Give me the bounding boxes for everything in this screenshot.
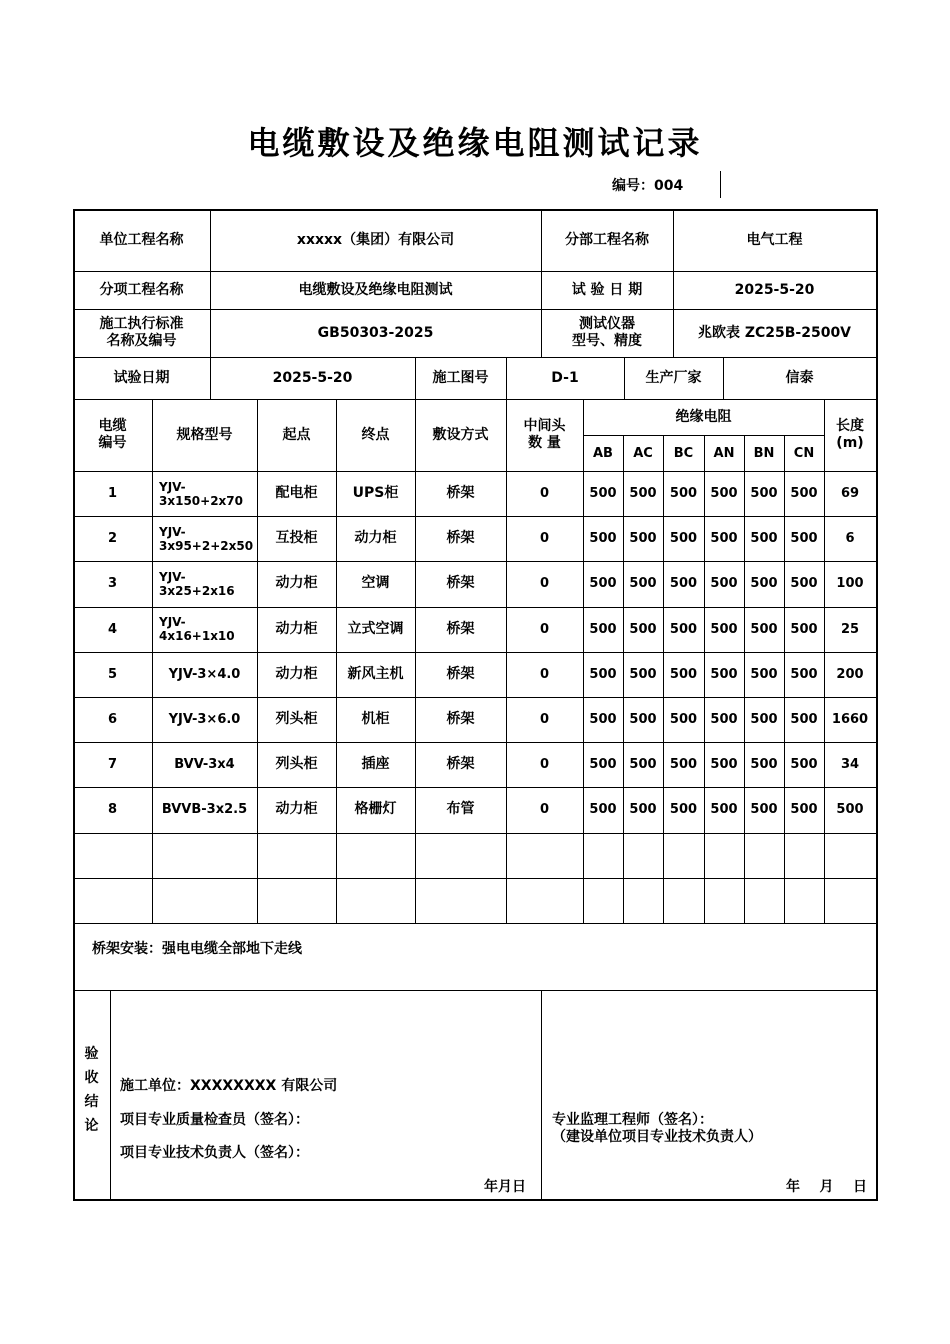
table-cell-no: 3 — [107, 576, 118, 592]
drawing-value: D-1 — [551, 369, 579, 386]
table-cell-resistance: 500 — [589, 802, 617, 818]
column-phase-bc: BC — [673, 445, 694, 461]
column-phase-cn: CN — [793, 445, 815, 461]
table-cell-spec: YJV- 3x95+2+2x50 — [159, 524, 254, 553]
division-value: 电气工程 — [746, 231, 803, 248]
table-cell-laying: 桥架 — [446, 620, 475, 637]
table-cell-resistance: 500 — [750, 757, 778, 773]
column-spec: 规格型号 — [176, 426, 233, 443]
table-cell-start: 互投柜 — [275, 530, 318, 547]
page-title: 电缆敷设及绝缘电阻测试记录 — [247, 124, 703, 162]
table-cell-end: 插座 — [361, 756, 390, 773]
table-cell-laying: 桥架 — [446, 711, 475, 728]
table-cell-joints: 0 — [539, 666, 550, 682]
table-cell-resistance: 500 — [589, 576, 617, 592]
subitem-value: 电缆敷设及绝缘电阻测试 — [298, 281, 453, 298]
maker-value: 信泰 — [785, 369, 814, 386]
table-cell-laying: 桥架 — [446, 485, 475, 502]
table-cell-resistance: 500 — [669, 486, 698, 502]
subitem-label: 分项工程名称 — [99, 281, 184, 298]
table-cell-length: 34 — [840, 757, 860, 773]
grid-line-vertical — [541, 990, 542, 1199]
table-cell-resistance: 500 — [629, 486, 657, 502]
table-cell-no: 6 — [107, 712, 118, 728]
conclusion-label: 验 收 结 论 — [84, 1046, 99, 1134]
date-right: 年 月 日 — [786, 1179, 867, 1195]
instrument-value: 兆欧表 ZC25B-2500V — [697, 324, 852, 341]
table-cell-no: 4 — [107, 621, 118, 637]
table-cell-joints: 0 — [539, 621, 550, 637]
table-cell-laying: 布管 — [446, 801, 475, 818]
grid-line-horizontal — [73, 990, 876, 991]
grid-line-horizontal — [73, 923, 876, 924]
table-cell-no: 5 — [107, 666, 118, 682]
table-cell-length: 6 — [845, 531, 855, 547]
table-cell-start: 动力柜 — [275, 575, 318, 592]
note-text: 桥架安装：强电电缆全部地下走线 — [92, 941, 302, 957]
column-insulation: 绝缘电阻 — [675, 408, 732, 425]
table-cell-no: 8 — [107, 802, 118, 818]
table-cell-spec: YJV-3×4.0 — [168, 666, 241, 682]
table-cell-length: 1660 — [831, 712, 869, 728]
table-cell-joints: 0 — [539, 576, 550, 592]
table-cell-no: 1 — [107, 486, 118, 502]
column-laying: 敷设方式 — [432, 426, 489, 443]
contractor-line: 施工单位：XXXXXXXX 有限公司 — [120, 1078, 338, 1094]
table-cell-resistance: 500 — [790, 486, 818, 502]
table-cell-resistance: 500 — [790, 666, 818, 682]
table-cell-resistance: 500 — [589, 486, 617, 502]
table-cell-start: 动力柜 — [275, 801, 318, 818]
table-cell-laying: 桥架 — [446, 756, 475, 773]
column-end: 终点 — [361, 426, 390, 443]
header-divider — [720, 171, 721, 198]
table-cell-resistance: 500 — [669, 531, 698, 547]
table-cell-length: 200 — [836, 666, 864, 682]
table-cell-start: 动力柜 — [275, 620, 318, 637]
drawing-label: 施工图号 — [432, 369, 489, 386]
column-joints: 中间头 数 量 — [523, 418, 566, 451]
table-cell-resistance: 500 — [790, 531, 818, 547]
instrument-label: 测试仪器 型号、精度 — [572, 316, 642, 349]
table-cell-resistance: 500 — [589, 757, 617, 773]
table-cell-resistance: 500 — [669, 802, 698, 818]
table-cell-laying: 桥架 — [446, 575, 475, 592]
column-phase-ab: AB — [593, 445, 613, 461]
owner-rep-line: （建设单位项目专业技术负责人） — [552, 1129, 762, 1145]
table-cell-resistance: 500 — [750, 802, 778, 818]
column-phase-an: AN — [713, 445, 735, 461]
grid-line-horizontal — [73, 833, 876, 834]
table-cell-resistance: 500 — [629, 802, 657, 818]
table-cell-start: 动力柜 — [275, 665, 318, 682]
table-cell-length: 25 — [840, 621, 860, 637]
test-date2-value: 2025-5-20 — [272, 369, 353, 386]
table-cell-resistance: 500 — [790, 576, 818, 592]
table-cell-resistance: 500 — [669, 576, 698, 592]
table-cell-resistance: 500 — [589, 531, 617, 547]
table-cell-spec: YJV- 3x25+2x16 — [159, 569, 235, 598]
table-cell-end: UPS柜 — [352, 485, 399, 502]
grid-line-horizontal — [73, 878, 876, 879]
table-cell-no: 7 — [107, 757, 118, 773]
table-cell-resistance: 500 — [750, 666, 778, 682]
table-cell-start: 列头柜 — [275, 711, 318, 728]
test-date-value: 2025-5-20 — [734, 281, 815, 298]
table-cell-resistance: 500 — [669, 666, 698, 682]
table-cell-joints: 0 — [539, 712, 550, 728]
table-cell-spec: YJV-3×6.0 — [168, 712, 241, 728]
column-length: 长度 (m) — [836, 418, 864, 451]
table-cell-end: 新风主机 — [347, 665, 404, 682]
unit-project-label: 单位工程名称 — [99, 231, 184, 248]
test-date-label: 试 验 日 期 — [571, 281, 643, 298]
table-cell-resistance: 500 — [750, 486, 778, 502]
table-cell-resistance: 500 — [750, 621, 778, 637]
table-cell-resistance: 500 — [710, 576, 738, 592]
table-cell-resistance: 500 — [629, 531, 657, 547]
column-phase-ac: AC — [633, 445, 653, 461]
table-cell-resistance: 500 — [710, 802, 738, 818]
table-cell-spec: BVV-3x4 — [174, 757, 235, 773]
test-date2-label: 试验日期 — [113, 369, 170, 386]
grid-line-vertical — [110, 990, 111, 1199]
table-cell-resistance: 500 — [710, 757, 738, 773]
table-cell-spec: BVVB-3x2.5 — [161, 802, 248, 818]
table-cell-end: 机柜 — [361, 711, 390, 728]
table-cell-resistance: 500 — [750, 531, 778, 547]
table-cell-resistance: 500 — [710, 712, 738, 728]
table-cell-resistance: 500 — [629, 666, 657, 682]
table-cell-length: 500 — [836, 802, 864, 818]
standard-value: GB50303-2025 — [317, 324, 434, 341]
table-cell-resistance: 500 — [750, 712, 778, 728]
table-cell-resistance: 500 — [710, 621, 738, 637]
table-cell-resistance: 500 — [589, 712, 617, 728]
table-cell-laying: 桥架 — [446, 530, 475, 547]
table-cell-end: 格栅灯 — [354, 801, 397, 818]
table-cell-resistance: 500 — [750, 576, 778, 592]
table-cell-start: 列头柜 — [275, 756, 318, 773]
document-number: 编号：004 — [612, 178, 684, 194]
table-cell-joints: 0 — [539, 531, 550, 547]
table-cell-resistance: 500 — [669, 712, 698, 728]
table-cell-resistance: 500 — [629, 576, 657, 592]
table-cell-joints: 0 — [539, 757, 550, 773]
column-cable-no: 电缆 编号 — [98, 418, 127, 451]
table-cell-resistance: 500 — [790, 757, 818, 773]
table-cell-resistance: 500 — [669, 757, 698, 773]
unit-project-value: xxxxx（集团）有限公司 — [296, 231, 455, 248]
table-cell-length: 69 — [840, 486, 860, 502]
table-cell-resistance: 500 — [629, 712, 657, 728]
standard-label: 施工执行标准 名称及编号 — [99, 316, 184, 349]
table-cell-resistance: 500 — [790, 712, 818, 728]
date-left: 年月日 — [484, 1179, 526, 1195]
column-phase-bn: BN — [753, 445, 775, 461]
qc-inspector-line: 项目专业质量检查员（签名）： — [120, 1112, 309, 1128]
table-cell-joints: 0 — [539, 802, 550, 818]
table-cell-resistance: 500 — [589, 666, 617, 682]
table-cell-no: 2 — [107, 531, 118, 547]
table-cell-resistance: 500 — [589, 621, 617, 637]
table-cell-end: 空调 — [361, 575, 390, 592]
table-cell-resistance: 500 — [710, 486, 738, 502]
table-cell-laying: 桥架 — [446, 665, 475, 682]
table-cell-start: 配电柜 — [275, 485, 318, 502]
table-cell-spec: YJV- 4x16+1x10 — [159, 615, 235, 644]
tech-lead-line: 项目专业技术负责人（签名）： — [120, 1145, 309, 1161]
table-cell-resistance: 500 — [790, 621, 818, 637]
table-cell-end: 立式空调 — [347, 620, 404, 637]
table-cell-resistance: 500 — [629, 757, 657, 773]
table-cell-length: 100 — [836, 576, 864, 592]
column-start: 起点 — [282, 426, 311, 443]
table-cell-joints: 0 — [539, 486, 550, 502]
table-cell-resistance: 500 — [710, 531, 738, 547]
table-cell-spec: YJV- 3x150+2x70 — [159, 479, 243, 508]
table-cell-resistance: 500 — [629, 621, 657, 637]
supervisor-line: 专业监理工程师（签名）： — [552, 1112, 713, 1128]
table-cell-resistance: 500 — [790, 802, 818, 818]
table-cell-resistance: 500 — [669, 621, 698, 637]
table-cell-end: 动力柜 — [354, 530, 397, 547]
division-label: 分部工程名称 — [565, 231, 649, 248]
maker-label: 生产厂家 — [645, 369, 702, 386]
table-cell-resistance: 500 — [710, 666, 738, 682]
